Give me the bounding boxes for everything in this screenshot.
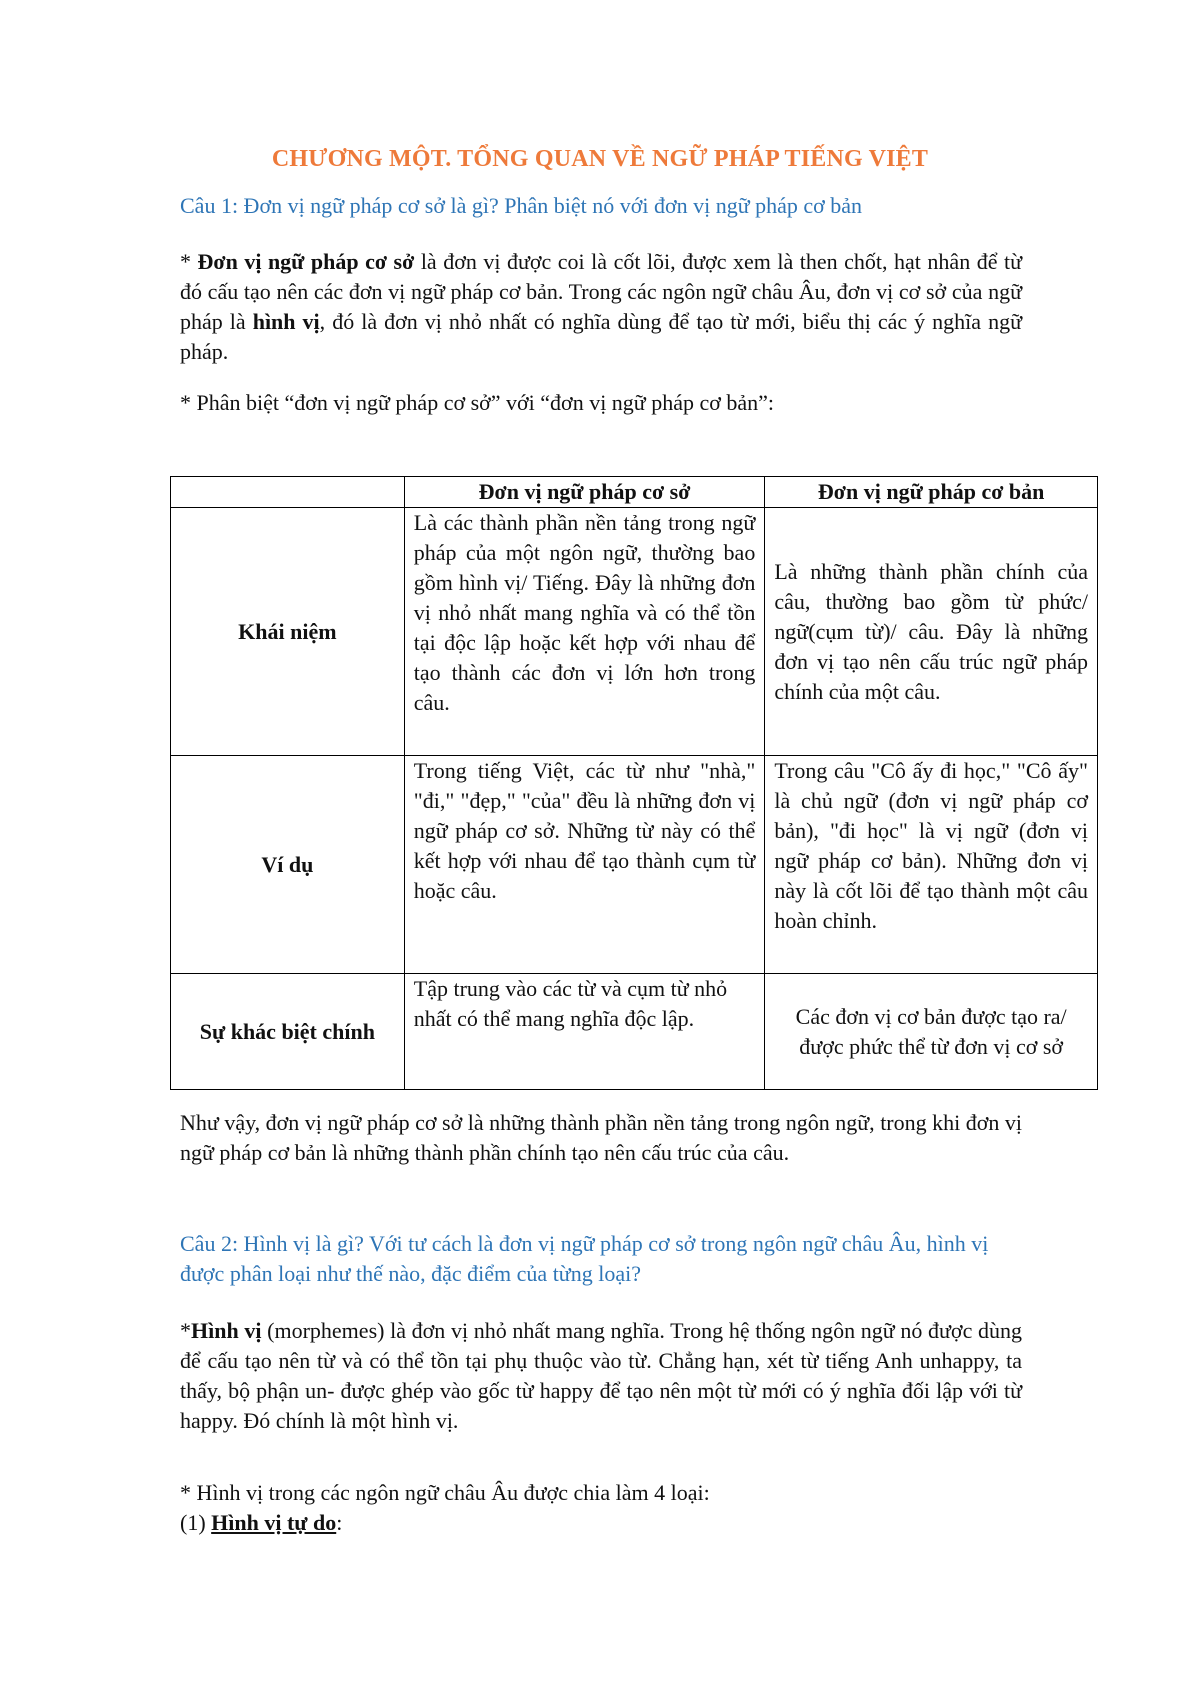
table-cell: Là các thành phần nền tảng trong ngữ pháp của một ngôn ngữ, thường bao gồm hình vị/ Tiếng. Đây là những đơn vị nhỏ nhất mang nghĩa và có thể tồn tại độc lập hoặc kết hợp với nhau để tạo thành các đơn vị lớn hơn trong câu. [404,508,765,756]
table-header-cell: Đơn vị ngữ pháp cơ sở [404,477,765,508]
chapter-title: CHƯƠNG MỘT. TỔNG QUAN VỀ NGỮ PHÁP TIẾNG VIỆT [271,146,929,172]
question-1-title: Câu 1: Đơn vị ngữ pháp cơ sở là gì? Phân biệt nó với đơn vị ngữ pháp cơ bản [180,193,863,218]
q2-classify-intro: * Hình vị trong các ngôn ngữ châu Âu được chia làm 4 loại: [180,1480,710,1505]
table-row [171,756,1098,974]
table-row-label: Khái niệm [171,508,405,756]
q2-definition-prefix: * [180,1318,191,1343]
q2-item-1 [180,1508,1022,1538]
q1-definition-term-2: hình vị [252,309,320,334]
table-row-label: Ví dụ [171,756,405,974]
table-cell: Các đơn vị cơ bản được tạo ra/ được phức thể từ đơn vị cơ sở [765,974,1098,1090]
q1-definition-term: Đơn vị ngữ pháp cơ sở [197,249,415,274]
table-cell: Trong tiếng Việt, các từ như "nhà," "đi," "đẹp," "của" đều là những đơn vị ngữ pháp cơ sở. Những từ này có thể kết hợp với nhau để tạo thành cụm từ hoặc câu. [404,756,765,974]
q1-definition [180,247,1022,367]
q2-definition-term: Hình vị [191,1318,262,1343]
table-header-cell [171,477,405,508]
table-row [171,974,1098,1090]
table-cell: Tập trung vào các từ và cụm từ nhỏ nhất có thể mang nghĩa độc lập. [404,974,765,1090]
q2-item-1-number: (1) [180,1510,212,1535]
table-row-label: Sự khác biệt chính [171,974,405,1090]
question-2-title: Câu 2: Hình vị là gì? Với tư cách là đơn vị ngữ pháp cơ sở trong ngôn ngữ châu Âu, hình vị được phân loại như thế nào, đặc điểm của từng loại? [180,1231,989,1286]
q1-compare-intro: * Phân biệt “đơn vị ngữ pháp cơ sở” với “đơn vị ngữ pháp cơ bản”: [180,390,775,415]
table-header-row [171,477,1098,508]
q2-definition-text: (morphemes) là đơn vị nhỏ nhất mang nghĩa. Trong hệ thống ngôn ngữ nó được dùng để cấu tạo nên từ và có thể tồn tại phụ thuộc vào từ. Chẳng hạn, xét từ tiếng Anh unhappy, ta thấy, bộ phận un- được ghép vào gốc từ happy để tạo nên một từ mới có ý nghĩa đối lập với từ happy. Đó chính là một hình vị. [180,1318,1022,1433]
q1-definition-prefix: * [180,249,198,274]
table-cell: Trong câu "Cô ấy đi học," "Cô ấy" là chủ ngữ (đơn vị ngữ pháp cơ bản), "đi học" là vị ngữ (đơn vị ngữ pháp cơ bản). Những đơn vị này là cốt lõi để tạo thành một câu hoàn chỉnh. [765,756,1098,974]
q1-conclusion: Như vậy, đơn vị ngữ pháp cơ sở là những thành phần nền tảng trong ngôn ngữ, trong khi đơn vị ngữ pháp cơ bản là những thành phần chính tạo nên cấu trúc của câu. [180,1110,1022,1165]
q2-item-1-label: Hình vị tự do [211,1510,337,1535]
table-cell: Là những thành phần chính của câu, thường bao gồm từ phức/ ngữ(cụm từ)/ câu. Đây là những đơn vị tạo nên cấu trúc ngữ pháp chính của một câu. [765,508,1098,756]
table-row [171,508,1098,756]
q2-definition [180,1316,1022,1436]
q1-definition-text-1: là đơn vị được coi là cốt lõi, được xem là then chốt, hạt nhân để từ đó cấu tạo nên các đơn vị ngữ pháp cơ bản. Trong các ngôn ngữ châu Âu, đơn vị cơ sở của ngữ pháp là [180,249,1023,334]
comparison-table [170,476,1098,1090]
q1-definition-text-2: , đó là đơn vị nhỏ nhất có nghĩa dùng để tạo từ mới, biểu thị các ý nghĩa ngữ pháp. [180,309,1023,364]
table-header-cell: Đơn vị ngữ pháp cơ bản [765,477,1098,508]
q2-item-1-suffix: : [336,1510,343,1535]
